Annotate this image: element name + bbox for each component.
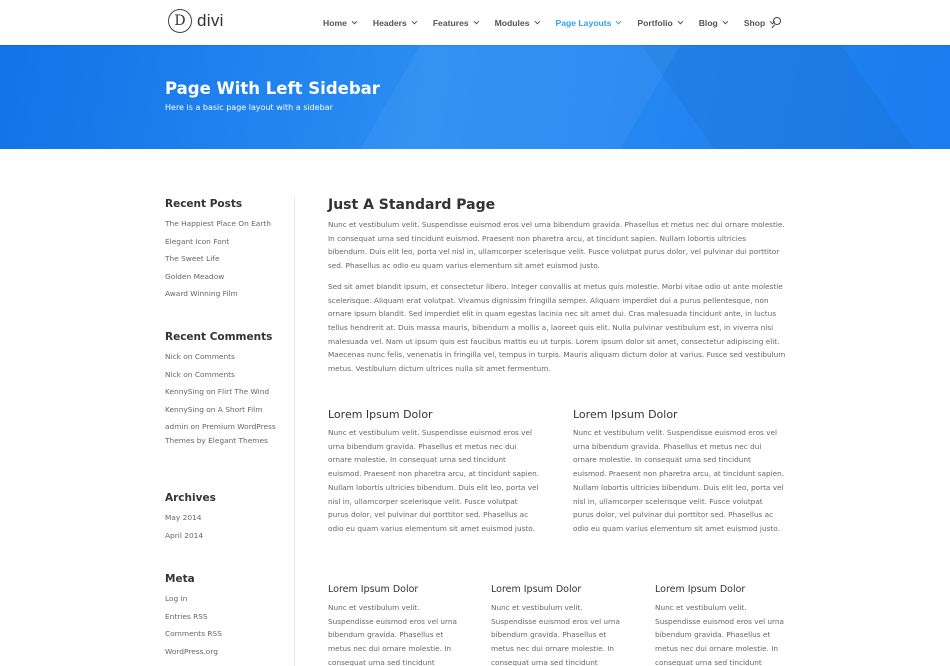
nav-label: Headers [372,17,407,28]
page-subtitle: Here is a basic page layout with a sidebar [165,103,333,112]
chevron-down-icon [411,18,417,24]
meta-link[interactable]: Comments RSS [165,629,222,638]
column-third [491,582,621,666]
recent-comment-link[interactable]: admin on Premium WordPress Themes by Elegant Themes [165,422,276,445]
widget-title: Meta [165,573,195,585]
archive-link[interactable]: April 2014 [165,530,204,540]
widget-archives [165,491,216,546]
widget-recent-posts [165,197,271,305]
archive-link[interactable]: May 2014 [165,513,202,522]
column-title: Lorem Ipsum Dolor [655,584,746,595]
column-half [573,407,785,543]
column-half [328,407,540,543]
widget-meta [165,572,222,662]
column-text: Nunc et vestibulum velit. Suspendisse euismod eros vel urna bibendum gravida. Phasellus et metus nec dui ornare molestie. In consequat urna sed tincidunt [491,603,621,666]
chevron-down-icon [473,18,479,24]
widget-title: Recent Comments [165,331,273,343]
widget-title: Recent Posts [165,198,243,210]
column-third [328,582,458,666]
content-paragraph: Sed sit amet blandit ipsum, et consectetur libero. Integer convallis at metus quis molestie. Morbi vitae odio ut ante molestie scelerisque. Aliquam erat volutpat. Vivamus dignissim fringilla semper. Aliquam imperdiet dui a purus pellentesque, non ornare ipsum blandit. Sed imperdiet elit in quam egestas lacinia nec sit amet dui. Cras malesuada tincidunt ante, in luctus tellus hendrerit at. Duis massa mauris, bibendum a mollis a, laoreet quis elit. Nulla pulvinar vestibulum est, in viverra nisi malesuada vel. Nam ut ipsum quis est faucibus mattis eu ut turpis. Lorem ipsum dolor sit amet, consectetur adipiscing elit. Maecenas nunc felis, venenatis in fringilla vel, tempus in turpis. Mauris aliquam dictum dolor at varius. Fusce sed vestibulum metus. Vestibulum dictum ultrices nulla sit amet fermentum. [328,281,786,374]
recent-post-link[interactable]: Award Winning Film [165,289,238,298]
meta-link[interactable]: WordPress.org [165,646,218,656]
column-title: Lorem Ipsum Dolor [328,408,433,421]
column-title: Lorem Ipsum Dolor [328,584,419,595]
nav-label: Shop [743,17,766,28]
column-title: Lorem Ipsum Dolor [491,584,582,595]
chevron-down-icon [616,18,622,24]
site-logo[interactable] [168,9,224,33]
main-content [328,196,786,666]
recent-comment-link[interactable]: KennySing on A Short Film [165,404,263,414]
content-title: Just A Standard Page [328,197,496,213]
page-hero [0,45,950,149]
logo-mark: D [168,9,192,33]
column-text: Nunc et vestibulum velit. Suspendisse euismod eros vel urna bibendum gravida. Phasellus et metus nec dui ornare molestie. In consequat urna sed tincidunt [328,603,458,666]
recent-post-link[interactable]: Golden Meadow [165,271,225,281]
nav-item-modules[interactable] [495,18,538,28]
search-icon[interactable] [773,17,783,29]
recent-comment-link[interactable]: KennySing on Flirt The Wind [165,387,270,396]
chevron-down-icon [722,18,728,24]
main-nav [323,0,791,45]
nav-item-page-layouts[interactable] [556,18,620,28]
chevron-down-icon [534,18,540,24]
column-title: Lorem Ipsum Dolor [573,408,678,421]
column-text: Nunc et vestibulum velit. Suspendisse euismod eros vel urna bibendum gravida. Phasellus et metus nec dui ornare molestie. In consequat urna sed tincidunt euismod. Praesent non pharetra arcu, at tincidunt sapien. Nullam lobortis ultricies bibendum. Duis elit leo, porta vel nisl in, ullamcorper scelerisque velit. Fusce volutpat purus dolor, vel pulvinar dui porttitor sed. Phasellus ac odio eu quam varius elementum sit amet euismod justo. [328,428,540,533]
column-text: Nunc et vestibulum velit. Suspendisse euismod eros vel urna bibendum gravida. Phasellus et metus nec dui ornare molestie. In consequat urna sed tincidunt euismod. Praesent non pharetra arcu, at tincidunt sapien. Nullam lobortis ultricies bibendum. Duis elit leo, porta vel nisl in, ullamcorper scelerisque velit. Fusce volutpat purus dolor, vel pulvinar dui porttitor sed. Phasellus ac odio eu quam varius elementum sit amet euismod justo. [573,428,785,533]
widget-title: Archives [165,492,216,504]
page-title: Page With Left Sidebar [165,79,380,98]
site-header [0,0,950,45]
nav-label: Home [323,17,347,28]
nav-item-blog[interactable] [699,18,726,28]
nav-label: Blog [698,17,718,28]
column-text: Nunc et vestibulum velit. Suspendisse euismod eros vel urna bibendum gravida. Phasellus et metus nec dui ornare molestie. In consequat urna sed tincidunt [655,603,785,666]
sidebar-divider [294,197,295,666]
nav-label: Features [432,17,469,28]
column-third [655,582,785,666]
meta-link[interactable]: Entries RSS [165,611,208,621]
recent-post-link[interactable]: Elegant Icon Font [165,236,230,246]
nav-label: Page Layouts [555,17,612,28]
hero-decor [620,45,950,149]
content-paragraph: Nunc et vestibulum velit. Suspendisse euismod eros vel urna bibendum gravida. Phasellus et metus nec dui ornare molestie. In consequat urna sed tincidunt euismod. Praesent non pharetra arcu, at tincidunt sapien. Nullam lobortis ultricies bibendum. Duis elit leo, porta vel nisl in, ullamcorper scelerisque velit. Fusce volutpat purus dolor, vel pulvinar dui porttitor sed. Phasellus ac odio eu quam varius elementum sit amet euismod justo. [328,220,785,271]
search-handle [772,25,776,29]
widget-recent-comments [165,330,285,452]
nav-item-features[interactable] [433,18,477,28]
chevron-down-icon [351,18,357,24]
nav-item-headers[interactable] [373,18,415,28]
recent-comment-link[interactable]: Nick on Comments [165,369,235,379]
logo-text: divi [197,11,224,30]
meta-link[interactable]: Log in [165,594,188,603]
nav-item-shop[interactable] [744,18,773,28]
recent-comment-link[interactable]: Nick on Comments [165,352,235,361]
nav-label: Modules [494,17,530,28]
recent-post-link[interactable]: The Happiest Place On Earth [165,219,271,228]
nav-item-home[interactable] [323,18,355,28]
nav-label: Portfolio [637,17,673,28]
recent-post-link[interactable]: The Sweet Life [165,254,220,263]
nav-item-portfolio[interactable] [637,18,680,28]
chevron-down-icon [677,18,683,24]
